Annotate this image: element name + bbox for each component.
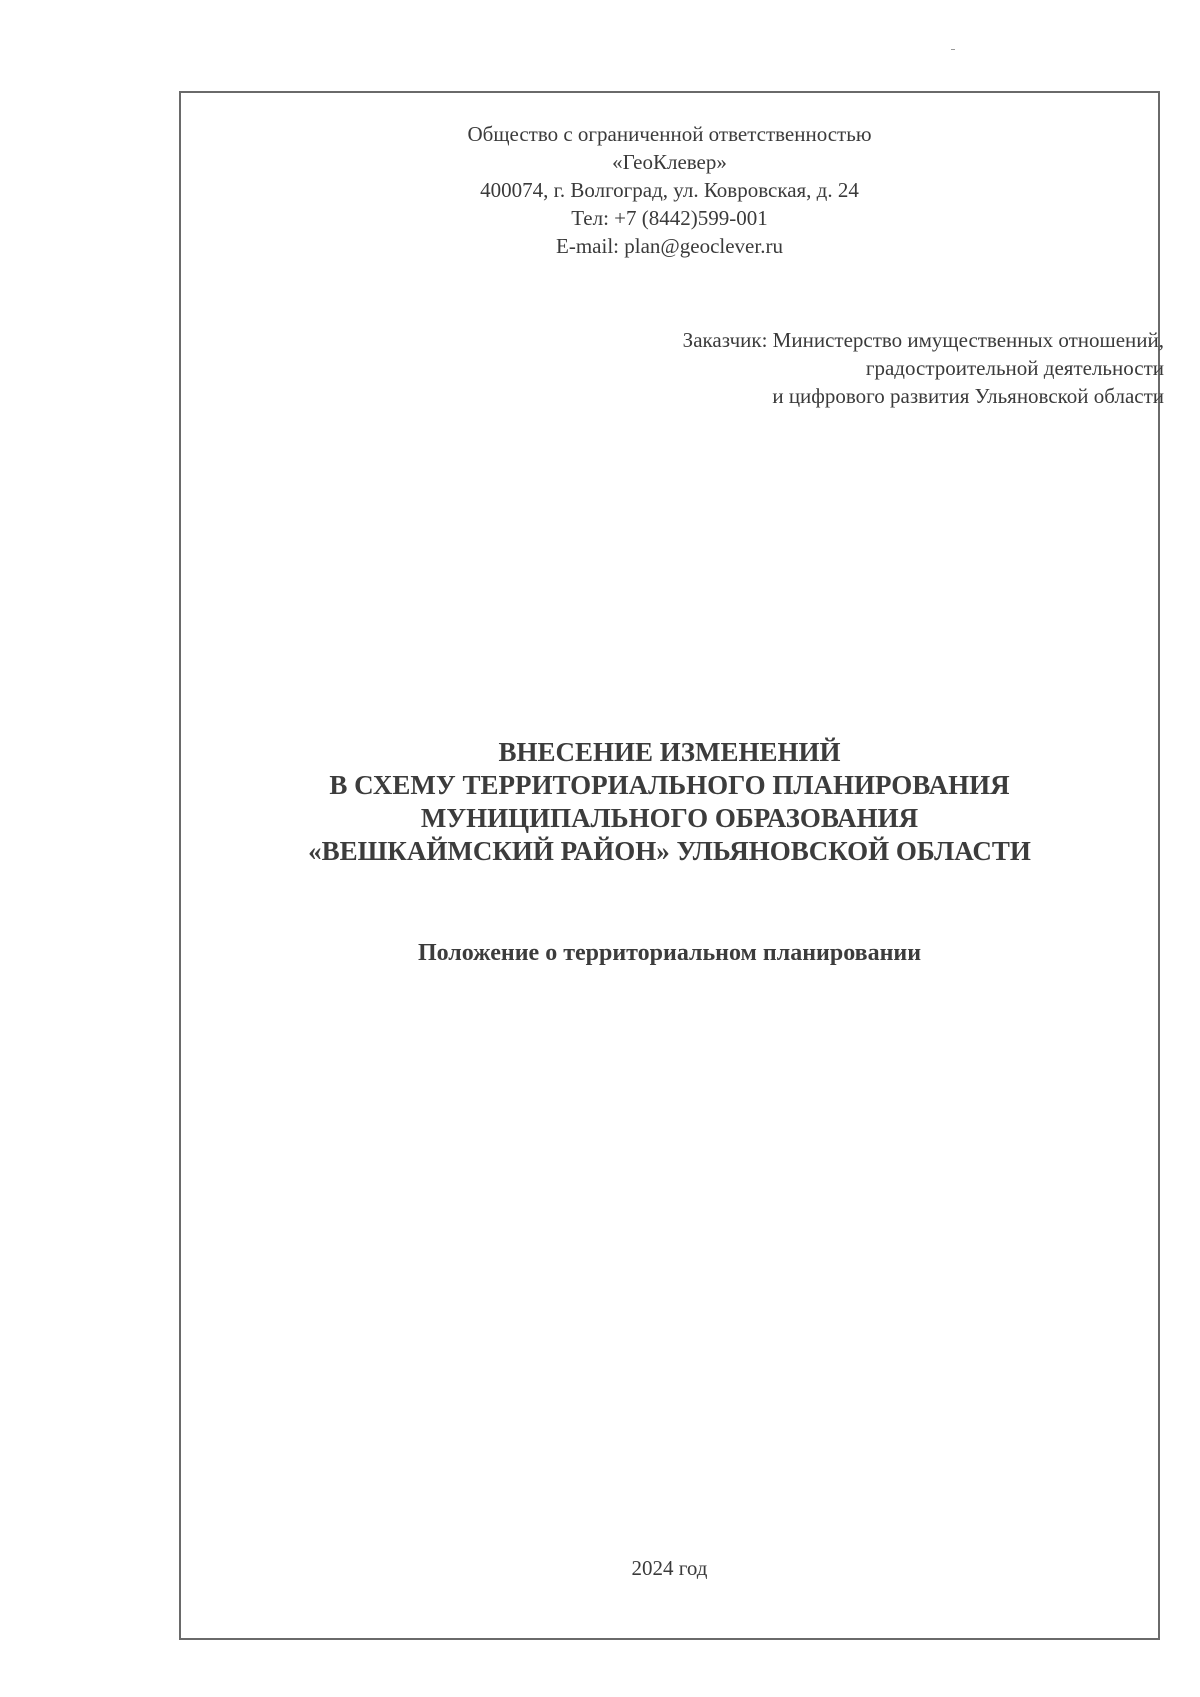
org-brand-line: «ГеоКлевер» bbox=[612, 150, 727, 174]
scan-artifact bbox=[951, 49, 955, 50]
org-address-line: 400074, г. Волгоград, ул. Ковровская, д. 24 bbox=[480, 178, 859, 202]
document-title bbox=[179, 736, 1160, 868]
customer-line-1: Заказчик: Министерство имущественных отношений, bbox=[682, 328, 1164, 352]
title-line-4: «ВЕШКАЙМСКИЙ РАЙОН» УЛЬЯНОВСКОЙ ОБЛАСТИ bbox=[308, 836, 1031, 866]
document-subtitle: Положение о территориальном планировании bbox=[417, 940, 922, 966]
title-line-2: В СХЕМУ ТЕРРИТОРИАЛЬНОГО ПЛАНИРОВАНИЯ bbox=[329, 770, 1010, 800]
title-line-1: ВНЕСЕНИЕ ИЗМЕНЕНИЙ bbox=[498, 737, 841, 767]
customer-block bbox=[683, 326, 1164, 410]
customer-line-2: градостроительной деятельности bbox=[865, 356, 1164, 380]
title-line-3: МУНИЦИПАЛЬНОГО ОБРАЗОВАНИЯ bbox=[420, 803, 919, 833]
organization-header bbox=[179, 120, 1160, 260]
org-name-line: Общество с ограниченной ответственностью bbox=[467, 122, 872, 146]
customer-line-3: и цифрового развития Ульяновской области bbox=[772, 384, 1164, 408]
document-year: 2024 год bbox=[631, 1556, 708, 1580]
org-phone-line: Тел: +7 (8442)599-001 bbox=[571, 206, 768, 230]
org-email-line: E-mail: plan@geoclever.ru bbox=[556, 234, 783, 258]
